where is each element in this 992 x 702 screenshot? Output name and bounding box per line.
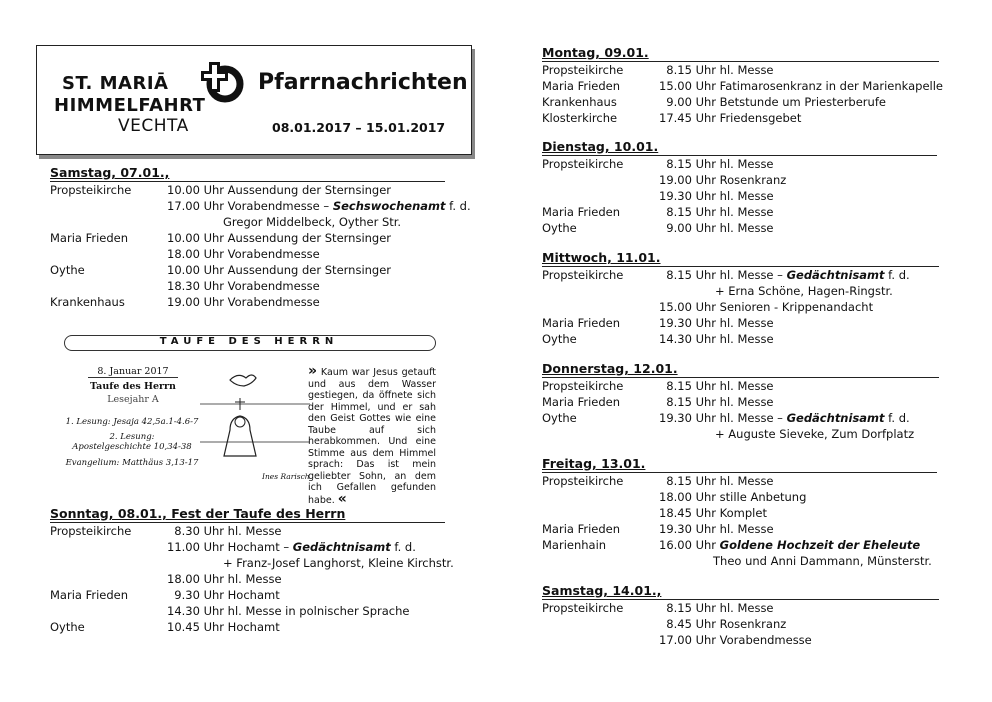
location-label: Krankenhaus: [542, 95, 617, 109]
event-text: 14.30 Uhr hl. Messe: [659, 332, 774, 346]
schedule-row: [542, 62, 962, 78]
location-label: Maria Frieden: [542, 316, 621, 330]
schedule-row: [542, 78, 962, 94]
schedule-row: [50, 214, 470, 230]
schedule-row: [50, 555, 470, 571]
taufe-quote-text: Kaum war Jesus getauft und aus dem Wasser gestiegen, da öffnete sich der Himmel, und er sah den Geist Gottes wie eine Taube auf sich herabkommen. Und eine Stimme aus dem Himmel sprach: Das ist mein geliebter Sohn, an dem ich Gefallen gefunden habe.: [308, 367, 436, 506]
event-text: 8.15 Uhr hl. Messe: [659, 474, 774, 488]
schedule-row: [542, 505, 962, 521]
schedule-fri: [542, 473, 962, 569]
schedule-row: [50, 262, 470, 278]
schedule-row: [50, 603, 470, 619]
schedule-row: [542, 331, 962, 347]
schedule-row: [542, 204, 962, 220]
location-label: Maria Frieden: [542, 205, 621, 219]
schedule-row: [542, 553, 962, 569]
event-text: 18.00 Uhr stille Anbetung: [659, 490, 807, 504]
location-label: Propsteikirche: [50, 183, 132, 197]
day-heading-thu: Donnerstag, 12.01.: [542, 361, 939, 378]
schedule-row: [542, 172, 962, 188]
event-text: 17.45 Uhr Friedensgebet: [659, 111, 802, 125]
schedule-row: [542, 156, 962, 172]
schedule-row: [542, 378, 962, 394]
event-text: 8.15 Uhr hl. Messe: [659, 395, 774, 409]
taufe-quote: » Kaum war Jesus getauft und aus dem Wasser gestiegen, da öffnete sich der Himmel, und er sah den Geist Gottes wie eine Taube auf sich herabkommen. Und eine Stimme aus dem Himmel sprach: Das ist mein geliebter Sohn, an dem ich Gefallen gefunden habe. «: [308, 363, 436, 507]
schedule-row: [50, 587, 470, 603]
schedule-row: [542, 188, 962, 204]
day-heading-fri: Freitag, 13.01.: [542, 456, 937, 473]
taufe-date: 8. Januar 2017: [88, 366, 178, 378]
event-text: Gregor Middelbeck, Oyther Str.: [223, 215, 402, 229]
location-label: Maria Frieden: [542, 395, 621, 409]
location-label: Oythe: [50, 620, 85, 634]
taufe-year: Lesejahr A: [107, 394, 159, 405]
emphasis-text: Gedächtnisamt: [786, 268, 885, 282]
event-text: 18.45 Uhr Komplet: [659, 506, 767, 520]
emphasis-text: Gedächtnisamt: [786, 411, 885, 425]
location-label: Propsteikirche: [542, 268, 624, 282]
taufe-lesung2: Apostelgeschichte 10,34-38: [72, 442, 192, 452]
event-text: 18.30 Uhr Vorabendmesse: [167, 279, 320, 293]
event-text: 18.00 Uhr hl. Messe: [167, 572, 282, 586]
location-label: Maria Frieden: [50, 588, 129, 602]
event-text: 19.30 Uhr hl. Messe: [659, 316, 774, 330]
day-heading-mon: Montag, 09.01.: [542, 45, 939, 62]
parish-cross-logo-icon: [201, 60, 245, 104]
event-text: 8.45 Uhr Rosenkranz: [659, 617, 787, 631]
date-range: 08.01.2017 – 15.01.2017: [272, 120, 446, 135]
emphasis-text: Goldene Hochzeit der Eheleute: [719, 538, 921, 552]
event-text: 19.30 Uhr hl. Messe: [659, 189, 774, 203]
location-label: Maria Frieden: [542, 79, 621, 93]
event-text: 9.00 Uhr Betstunde um Priesterberufe: [659, 95, 886, 109]
event-text: 19.00 Uhr Rosenkranz: [659, 173, 787, 187]
location-label: Propsteikirche: [50, 524, 132, 538]
schedule-row: [542, 315, 962, 331]
schedule-row: [542, 394, 962, 410]
day-heading-sat2: Samstag, 14.01.,: [542, 583, 939, 600]
schedule-mon: [542, 62, 962, 126]
event-text: 8.30 Uhr hl. Messe: [167, 524, 282, 538]
location-label: Propsteikirche: [542, 601, 624, 615]
location-label: Propsteikirche: [542, 379, 624, 393]
event-text: 17.00 Uhr Vorabendmesse – Sechswochenamt f. d.: [167, 199, 471, 213]
schedule-wed: [542, 267, 962, 347]
event-text: 10.00 Uhr Aussendung der Sternsinger: [167, 183, 392, 197]
location-label: Oythe: [542, 221, 577, 235]
event-text: 15.00 Uhr Fatimarosenkranz in der Marienkapelle: [659, 79, 944, 93]
day-heading-tue: Dienstag, 10.01.: [542, 139, 937, 156]
schedule-row: [542, 267, 962, 283]
event-text: + Franz-Josef Langhorst, Kleine Kirchstr.: [223, 556, 454, 570]
schedule-sun: [50, 523, 470, 635]
taufe-evangelium: Evangelium: Matthäus 3,13-17: [65, 458, 199, 468]
page-title: Pfarrnachrichten: [258, 70, 468, 95]
schedule-row: [542, 521, 962, 537]
schedule-row: [542, 110, 962, 126]
taufe-name: Taufe des Herrn: [90, 381, 176, 392]
location-label: Krankenhaus: [50, 295, 125, 309]
day-heading-sun: Sonntag, 08.01., Fest der Taufe des Herrn: [50, 506, 445, 523]
schedule-row: [50, 246, 470, 262]
event-text: 8.15 Uhr hl. Messe: [659, 157, 774, 171]
location-label: Propsteikirche: [542, 474, 624, 488]
schedule-row: [50, 278, 470, 294]
schedule-row: [542, 299, 962, 315]
schedule-row: [50, 198, 470, 214]
location-label: Maria Frieden: [50, 231, 129, 245]
schedule-row: [542, 94, 962, 110]
location-label: Klosterkirche: [542, 111, 618, 125]
event-text: 18.00 Uhr Vorabendmesse: [167, 247, 320, 261]
schedule-row: [542, 473, 962, 489]
schedule-row: [542, 220, 962, 236]
schedule-row: [542, 600, 962, 616]
schedule-row: [50, 230, 470, 246]
event-text: 8.15 Uhr hl. Messe: [659, 63, 774, 77]
emphasis-text: Sechswochenamt: [332, 199, 446, 213]
schedule-row: [542, 616, 962, 632]
event-text: + Auguste Sieveke, Zum Dorfplatz: [715, 427, 915, 441]
location-label: Propsteikirche: [542, 63, 624, 77]
location-label: Oythe: [50, 263, 85, 277]
baptism-illustration-icon: [200, 366, 310, 462]
emphasis-text: Gedächtnisamt: [292, 540, 391, 554]
event-text: 8.15 Uhr hl. Messe – Gedächtnisamt f. d.: [659, 268, 910, 282]
schedule-thu: [542, 378, 962, 442]
schedule-row: [542, 283, 962, 299]
schedule-sat2: [542, 600, 962, 648]
location-label: Oythe: [542, 411, 577, 425]
schedule-tue: [542, 156, 962, 236]
logo-line3: VECHTA: [118, 116, 189, 136]
event-text: + Erna Schöne, Hagen-Ringstr.: [715, 284, 893, 298]
taufe-lesung1: 1. Lesung: Jesaja 42,5a.1-4.6-7: [65, 417, 199, 427]
schedule-row: [50, 523, 470, 539]
logo-line2: HIMMELFAHRT: [54, 95, 206, 116]
event-text: 16.00 Uhr Goldene Hochzeit der Eheleute: [659, 538, 921, 552]
schedule-row: [542, 489, 962, 505]
event-text: 15.00 Uhr Senioren - Krippenandacht: [659, 300, 874, 314]
event-text: 19.00 Uhr Vorabendmesse: [167, 295, 320, 309]
day-heading-wed: Mittwoch, 11.01.: [542, 250, 939, 267]
event-text: 11.00 Uhr Hochamt – Gedächtnisamt f. d.: [167, 540, 416, 554]
schedule-row: [542, 426, 962, 442]
event-text: 10.00 Uhr Aussendung der Sternsinger: [167, 263, 392, 277]
location-label: Marienhain: [542, 538, 607, 552]
event-text: 19.30 Uhr hl. Messe: [659, 522, 774, 536]
schedule-row: [542, 632, 962, 648]
schedule-sat: [50, 182, 470, 310]
schedule-row: [50, 571, 470, 587]
schedule-row: [542, 410, 962, 426]
event-text: 9.00 Uhr hl. Messe: [659, 221, 774, 235]
event-text: 9.30 Uhr Hochamt: [167, 588, 280, 602]
event-text: 8.15 Uhr hl. Messe: [659, 601, 774, 615]
location-label: Oythe: [542, 332, 577, 346]
event-text: 8.15 Uhr hl. Messe: [659, 379, 774, 393]
schedule-row: [50, 294, 470, 310]
schedule-row: [542, 537, 962, 553]
event-text: 19.30 Uhr hl. Messe – Gedächtnisamt f. d.: [659, 411, 910, 425]
illustration-artist: Ines Rarisch: [262, 472, 310, 481]
schedule-row: [50, 539, 470, 555]
taufe-lesung2-label: 2. Lesung:: [109, 432, 155, 442]
event-text: 14.30 Uhr hl. Messe in polnischer Sprache: [167, 604, 410, 618]
schedule-row: [50, 182, 470, 198]
taufe-banner-text: TAUFE DES HERRN: [159, 336, 339, 347]
event-text: 8.15 Uhr hl. Messe: [659, 205, 774, 219]
event-text: 10.00 Uhr Aussendung der Sternsinger: [167, 231, 392, 245]
event-text: 10.45 Uhr Hochamt: [167, 620, 280, 634]
schedule-row: [50, 619, 470, 635]
event-text: Theo und Anni Dammann, Münsterstr.: [713, 554, 932, 568]
event-text: 17.00 Uhr Vorabendmesse: [659, 633, 812, 647]
location-label: Propsteikirche: [542, 157, 624, 171]
day-heading-sat: Samstag, 07.01.,: [50, 165, 445, 182]
logo-line1: ST. MARIĀ: [62, 73, 169, 94]
location-label: Maria Frieden: [542, 522, 621, 536]
